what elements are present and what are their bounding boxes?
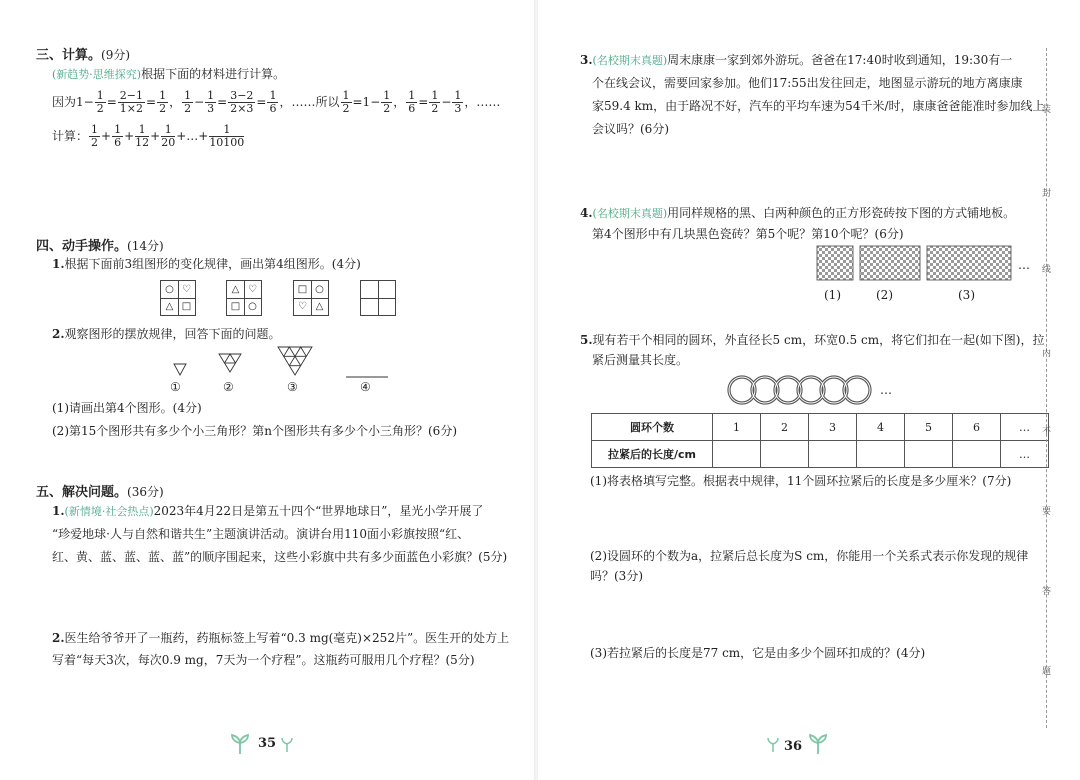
grid-cell: □: [181, 301, 192, 312]
grid-cell: ○: [248, 301, 257, 312]
q5-line1: 5.现有若干个相同的圆环，外直径长5 cm，环宽0.5 cm，将它们扣在一起(如下图)，拉: [580, 333, 1045, 347]
table-cell: 2: [761, 414, 809, 441]
grid-cell: ○: [165, 284, 174, 295]
q3-line2: 个在线会议，需要回家参加。他们17:55出发往回走，地图显示游玩的地方离康康: [592, 76, 1023, 90]
q5-sub1: (1)将表格填写完整。根据表中规律，11个圆环拉紧后的长度是多少厘米？(7分): [590, 474, 1012, 488]
s5-q1-line1: 1.(新情境·社会热点)2023年4月22日是第五十四个“世界地球日”，星光小学开展了: [52, 504, 484, 518]
q5-sub2-line1: (2)设圆环的个数为a，拉紧后总长度为S cm，你能用一个关系式表示你发现的规律: [590, 549, 1029, 563]
tile-figures: [816, 245, 1016, 281]
binding-char: 要: [1042, 507, 1052, 517]
grid-cell: ♡: [298, 301, 307, 312]
section3-heading: 三、计算。(9分): [36, 48, 131, 63]
grid-cell: △: [231, 284, 240, 295]
rings-figure: [726, 374, 876, 406]
q3-line1: 3.(名校期末真题)周末康康一家到郊外游玩。爸爸在17:40时收到通知，19:30有一: [580, 53, 1013, 67]
tri-label-2: ②: [223, 380, 234, 394]
leaf-icon: [280, 737, 294, 753]
tile-label-2: (2): [876, 288, 893, 302]
s5-q2-line1: 2.医生给爷爷开了一瓶药，药瓶标签上写着“0.3 mg(毫克)×252片”。医生开的处方上: [52, 631, 510, 645]
s4-sub2: (2)第15个图形共有多少个小三角形？第n个图形共有多少个小三角形？(6分): [52, 424, 457, 438]
q4-ellipsis: …: [1018, 258, 1030, 272]
table-header: 圆环个数: [592, 414, 713, 441]
leaf-icon: [808, 733, 828, 755]
s5-q2-line2: 写着“每天3次，每次0.9 mg，7天为一个疗程”。这瓶药可服用几个疗程？(5分): [52, 653, 475, 667]
q3-line3: 家59.4 km，由于路况不好，汽车的平均车速为54千米/时，康康爸爸能准时参加线上: [592, 99, 1045, 113]
table-cell: 1: [713, 414, 761, 441]
tile-label-3: (3): [958, 288, 975, 302]
page-fold: [534, 0, 538, 780]
leaf-icon: [230, 733, 250, 755]
answer-cell[interactable]: [809, 441, 857, 468]
pattern-grid-2: [226, 280, 262, 316]
binding-char: 装: [1042, 105, 1052, 115]
table-cell: 5: [905, 414, 953, 441]
section5-heading: 五、解决问题。(36分): [36, 485, 164, 500]
table-cell: …: [1001, 414, 1049, 441]
section3-tag: (新趋势·思维探究): [52, 68, 142, 81]
s4-q1: 1.根据下面前3组图形的变化规律，画出第4组图形。(4分): [52, 257, 361, 271]
q3-tag: (名校期末真题): [592, 54, 668, 67]
grid-cell: ♡: [182, 284, 191, 295]
tri-label-4: ④: [360, 380, 371, 394]
grid-cell: △: [315, 301, 324, 312]
grid-cell: ○: [315, 284, 324, 295]
grid-cell: ♡: [248, 284, 257, 295]
answer-cell[interactable]: [713, 441, 761, 468]
q5-line2: 紧后测量其长度。: [592, 353, 689, 367]
formula-line: 因为1− $\frac{1}{2}$ = $\frac{2-1}{1\times 2}$ = $\frac{1}{2}$ ， $\frac{1}{2}$ − $\frac{1}{3}$ = $\frac{3-2}{2\times 3}$ = $\frac{1}{6}$ ，……所以 $\frac{1}{2}$ =1− $\frac{1}{2}$ ， $\frac{1}{6}$ = $\frac{1}{2}$ − $\frac{1}{3}$ ，……: [52, 89, 501, 115]
binding-line: [1046, 48, 1047, 728]
tile-figure-1: [817, 246, 853, 280]
answer-cell[interactable]: [905, 441, 953, 468]
q3-line4: 会议吗？(6分): [592, 122, 669, 136]
section4-heading: 四、动手操作。(14分): [36, 239, 164, 254]
s4-sub1: (1)请画出第4个图形。(4分): [52, 401, 202, 415]
grid-cell: △: [165, 301, 174, 312]
grid-cell[interactable]: [361, 281, 378, 298]
answer-cell[interactable]: [761, 441, 809, 468]
pattern-grid-1: [160, 280, 196, 316]
tile-label-1: (1): [824, 288, 841, 302]
table-cell: …: [1001, 441, 1049, 468]
answer-cell[interactable]: [953, 441, 1001, 468]
leaf-icon: [766, 737, 780, 753]
tri-label-1: ①: [170, 380, 181, 394]
grid-cell[interactable]: [361, 298, 378, 315]
s5-q1-line3: 红、黄、蓝、蓝、蓝、蓝”的顺序围起来，这些小彩旗中共有多少面蓝色小彩旗？(5分): [52, 550, 508, 564]
s4-q2: 2.观察图形的摆放规律，回答下面的问题。: [52, 327, 281, 341]
triangle-fig-1: [174, 364, 186, 375]
binding-char: 题: [1042, 667, 1052, 677]
grid-cell[interactable]: [378, 298, 395, 315]
table-row: [592, 414, 1049, 441]
pattern-grid-answer[interactable]: [360, 280, 396, 316]
section3-intro: (新趋势·思维探究)根据下面的材料进行计算。: [52, 67, 286, 81]
right-page: [540, 0, 1080, 780]
page-number-left: 35: [258, 736, 277, 751]
left-page: [0, 0, 530, 780]
compute-line: 计算： $\frac{1}{2}$ + $\frac{1}{6}$ + $\frac{1}{12}$ + $\frac{1}{20}$ +…+ $\frac{1}{10100}$: [52, 123, 245, 149]
q5-sub3: (3)若拉紧后的长度是77 cm，它是由多少个圆环扣成的？(4分): [590, 646, 926, 660]
grid-cell: □: [297, 284, 308, 295]
q4-tag: (名校期末真题): [592, 207, 668, 220]
table-cell: 3: [809, 414, 857, 441]
s5-q1-tag: (新情境·社会热点): [64, 505, 154, 518]
tile-figure-2: [860, 246, 920, 280]
binding-char: 答: [1042, 587, 1052, 597]
pattern-grid-3: [293, 280, 329, 316]
table-header: 拉紧后的长度/cm: [592, 441, 713, 468]
table-cell: 4: [857, 414, 905, 441]
q4-line1: 4.(名校期末真题)用同样规格的黑、白两种颜色的正方形瓷砖按下图的方式铺地板。: [580, 206, 1016, 220]
q4-line2: 第4个图形中有几块黑色瓷砖？第5个呢？第10个呢？(6分): [592, 227, 904, 241]
binding-char: 内: [1042, 349, 1052, 359]
binding-char: 线: [1042, 265, 1052, 275]
tile-figure-3: [927, 246, 1011, 280]
grid-cell: □: [230, 301, 241, 312]
binding-char: 不: [1042, 427, 1052, 437]
tri-label-3: ③: [287, 380, 298, 394]
page-number-right: 36: [784, 739, 803, 754]
table-row: [592, 441, 1049, 468]
triangle-fig-3: [278, 347, 312, 375]
rings-ellipsis: …: [880, 383, 892, 397]
grid-cell[interactable]: [378, 281, 395, 298]
binding-char: 封: [1042, 189, 1052, 199]
s5-q1-line2: “珍爱地球·人与自然和谐共生”主题演讲活动。演讲台用110面小彩旗按照“红、: [52, 527, 470, 541]
q5-sub2-line2: 吗？(3分): [590, 569, 643, 583]
answer-cell[interactable]: [857, 441, 905, 468]
table-cell: 6: [953, 414, 1001, 441]
ring-table: [591, 413, 1052, 468]
